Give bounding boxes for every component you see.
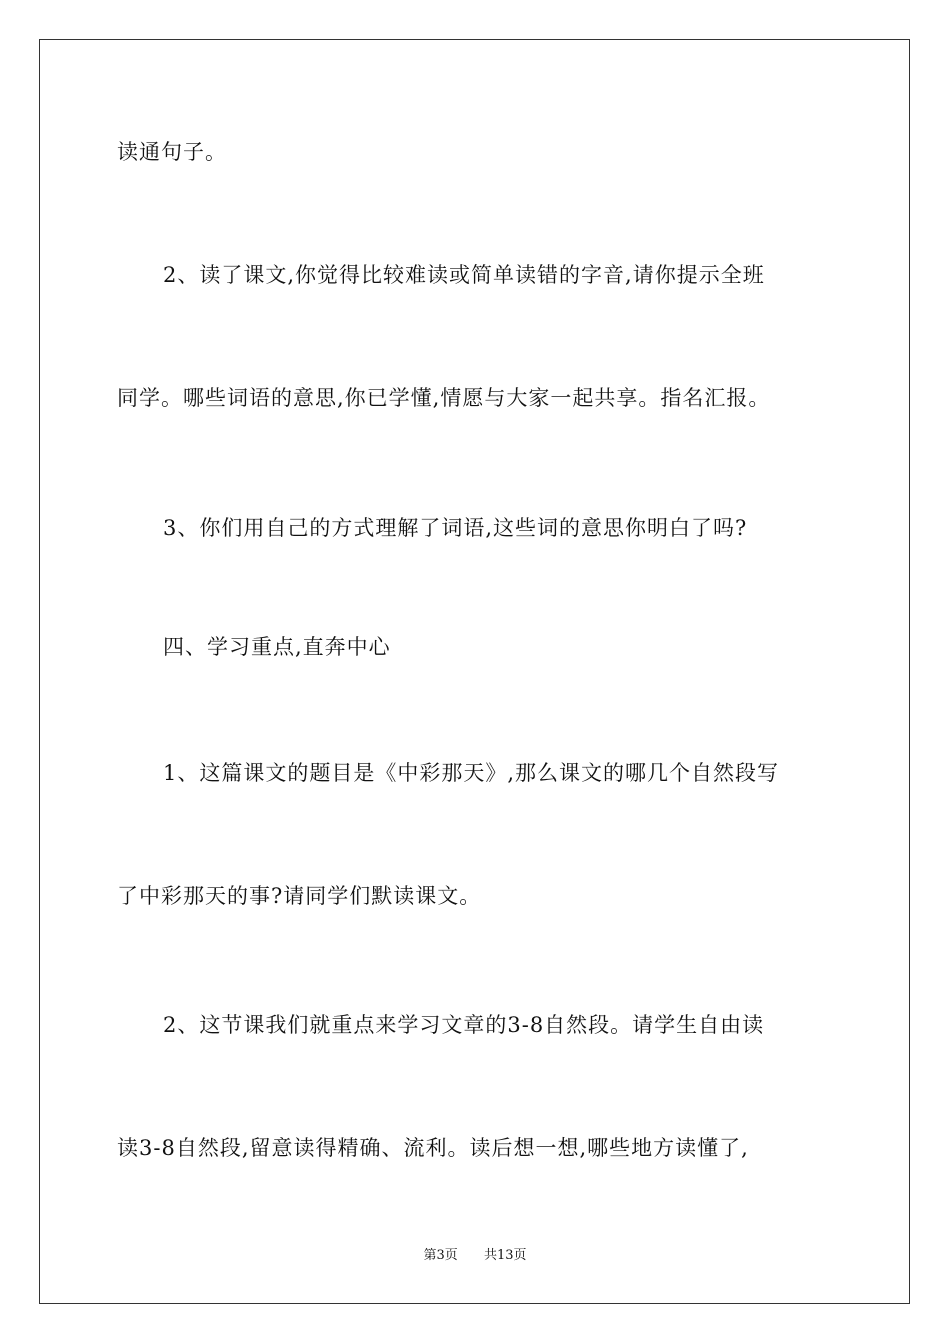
text-line-9: 读3-8自然段,留意读得精确、流利。读后想一想,哪些地方读懂了, [117, 1136, 749, 1160]
text-line-3: 同学。哪些词语的意思,你已学懂,情愿与大家一起共享。指名汇报。 [117, 386, 771, 410]
section-heading: 四、学习重点,直奔中心 [163, 635, 391, 659]
page-footer [0, 1247, 950, 1265]
page-border [39, 39, 910, 1304]
text-line-8: 2、这节课我们就重点来学习文章的3-8自然段。请学生自由读 [163, 1013, 765, 1037]
text-line-6: 1、这篇课文的题目是《中彩那天》,那么课文的哪几个自然段写 [163, 761, 780, 785]
text-line-1: 读通句子。 [117, 140, 227, 164]
text-line-7: 了中彩那天的事?请同学们默读课文。 [117, 884, 482, 908]
text-line-2: 2、读了课文,你觉得比较难读或简单读错的字音,请你提示全班 [163, 263, 765, 287]
page-total: 共13页 [484, 1248, 527, 1263]
page-number: 第3页 [423, 1248, 458, 1263]
text-line-4: 3、你们用自己的方式理解了词语,这些词的意思你明白了吗? [163, 516, 748, 540]
